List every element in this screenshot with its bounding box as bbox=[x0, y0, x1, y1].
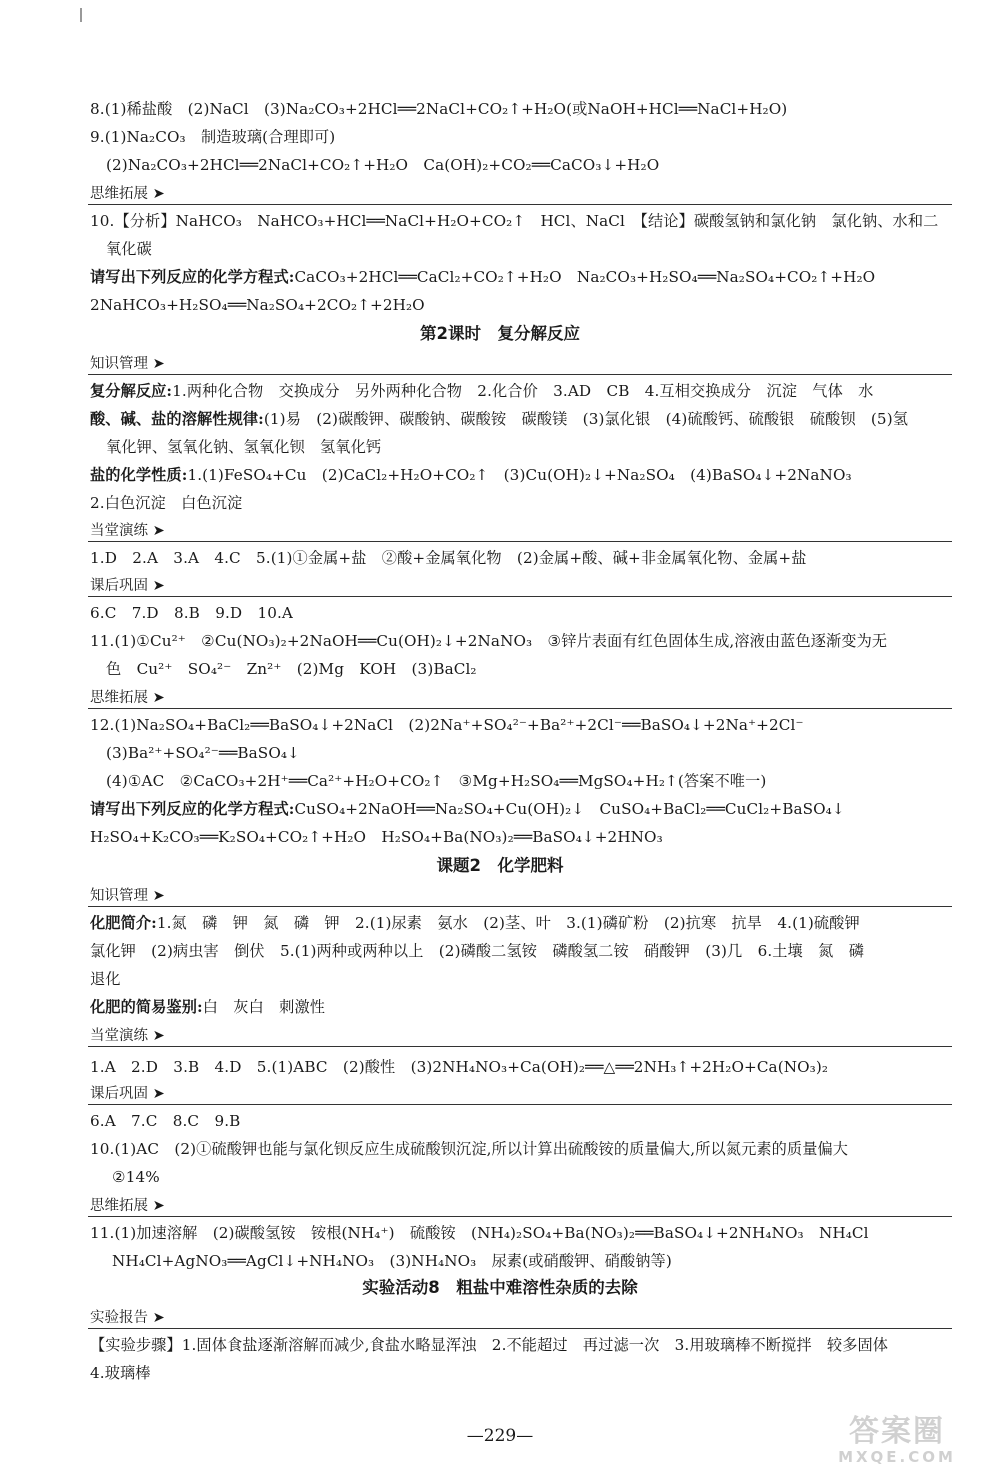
answer-line: 10.【分析】NaHCO₃ NaHCO₃+HCl══NaCl+H₂O+CO₂↑ HCl、NaCl 【结论】碳酸氢钠和氯化钠 氯化钠、水和二 bbox=[90, 212, 939, 230]
answer-line: (4)①AC ②CaCO₃+2H⁺══Ca²⁺+H₂O+CO₂↑ ③Mg+H₂SO₄══MgSO₄+H₂↑(答案不唯一) bbox=[106, 772, 767, 790]
section-label: 当堂演练 ➤ bbox=[88, 519, 952, 542]
section-label: 思维拓展 ➤ bbox=[88, 1194, 952, 1217]
watermark-url: MXQE.COM bbox=[838, 1448, 956, 1466]
watermark-title: 答案圈 bbox=[849, 1414, 945, 1449]
answer-line: 6.A 7.C 8.C 9.B bbox=[90, 1112, 241, 1130]
answer-line: 请写出下列反应的化学方程式:CaCO₃+2HCl══CaCl₂+CO₂↑+H₂O Na₂CO₃+H₂SO₄══Na₂SO₄+CO₂↑+H₂O bbox=[90, 268, 876, 286]
lesson-heading: 实验活动8 粗盐中难溶性杂质的去除 bbox=[362, 1278, 638, 1297]
answer-line: 氧化钾、氢氧化钠、氢氧化钡 氢氧化钙 bbox=[106, 438, 382, 456]
section-label: 知识管理 ➤ bbox=[88, 884, 952, 907]
answer-line: 氯化钾 (2)病虫害 倒伏 5.(1)两种或两种以上 (2)磷酸二氢铵 磷酸氢二铵 硝酸钾 (3)几 6.土壤 氮 磷 bbox=[90, 942, 864, 960]
page-number: —229— bbox=[466, 1426, 534, 1446]
answer-line: 11.(1)加速溶解 (2)碳酸氢铵 铵根(NH₄⁺) 硫酸铵 (NH₄)₂SO₄+Ba(NO₃)₂══BaSO₄↓+2NH₄NO₃ NH₄Cl bbox=[90, 1224, 869, 1242]
line-label: 复分解反应: bbox=[90, 382, 173, 400]
section-label: 思维拓展 ➤ bbox=[88, 686, 952, 709]
line-label: 化肥简介: bbox=[90, 914, 157, 932]
lesson-heading: 课题2 化学肥料 bbox=[436, 856, 564, 875]
answer-line: 4.玻璃棒 bbox=[90, 1364, 151, 1382]
line-label: 请写出下列反应的化学方程式: bbox=[90, 268, 295, 286]
answer-line: 10.(1)AC (2)①硫酸钾也能与氯化钡反应生成硫酸钡沉淀,所以计算出硫酸铵的质量偏大,所以氮元素的质量偏大 bbox=[90, 1140, 849, 1158]
answer-line: 6.C 7.D 8.B 9.D 10.A bbox=[90, 604, 293, 622]
section-label: 当堂演练 ➤ bbox=[88, 1024, 952, 1047]
answer-line: (3)Ba²⁺+SO₄²⁻══BaSO₄↓ bbox=[106, 744, 300, 762]
answer-line: 盐的化学性质:1.(1)FeSO₄+Cu (2)CaCl₂+H₂O+CO₂↑ (3)Cu(OH)₂↓+Na₂SO₄ (4)BaSO₄↓+2NaNO₃ bbox=[90, 466, 852, 484]
answer-line: 9.(1)Na₂CO₃ 制造玻璃(合理即可) bbox=[90, 128, 336, 146]
answer-line: 【实验步骤】1.固体食盐逐渐溶解而减少,食盐水略显浑浊 2.不能超过 再过滤一次 3.用玻璃棒不断搅拌 较多固体 bbox=[90, 1336, 889, 1354]
answer-line: 8.(1)稀盐酸 (2)NaCl (3)Na₂CO₃+2HCl══2NaCl+CO₂↑+H₂O(或NaOH+HCl══NaCl+H₂O) bbox=[90, 100, 788, 118]
answer-line: 退化 bbox=[90, 970, 121, 988]
answer-line: 色 Cu²⁺ SO₄²⁻ Zn²⁺ (2)Mg KOH (3)BaCl₂ bbox=[106, 660, 477, 678]
answer-line: 化肥简介:1.氮 磷 钾 氮 磷 钾 2.(1)尿素 氨水 (2)茎、叶 3.(1)磷矿粉 (2)抗寒 抗旱 4.(1)硫酸钾 bbox=[90, 914, 860, 932]
lesson-heading: 第2课时 复分解反应 bbox=[420, 324, 580, 343]
section-label: 实验报告 ➤ bbox=[88, 1306, 952, 1329]
section-label: 知识管理 ➤ bbox=[88, 352, 952, 375]
answer-line: 1.D 2.A 3.A 4.C 5.(1)①金属+盐 ②酸+金属氧化物 (2)金属+酸、碱+非金属氧化物、金属+盐 bbox=[90, 549, 807, 567]
answer-line: 2.白色沉淀 白色沉淀 bbox=[90, 494, 243, 512]
answer-line: 2NaHCO₃+H₂SO₄══Na₂SO₄+2CO₂↑+2H₂O bbox=[90, 296, 425, 314]
answer-line: H₂SO₄+K₂CO₃══K₂SO₄+CO₂↑+H₂O H₂SO₄+Ba(NO₃)₂══BaSO₄↓+2HNO₃ bbox=[90, 828, 663, 846]
answer-line: ②14% bbox=[112, 1168, 160, 1186]
line-label: 化肥的简易鉴别: bbox=[90, 998, 203, 1016]
answer-line: 酸、碱、盐的溶解性规律:(1)易 (2)碳酸钾、碳酸钠、碳酸铵 碳酸镁 (3)氯化银 (4)硫酸钙、硫酸银 硫酸钡 (5)氢 bbox=[90, 410, 909, 428]
section-label: 课后巩固 ➤ bbox=[88, 574, 952, 597]
line-label: 盐的化学性质: bbox=[90, 466, 188, 484]
line-label: 酸、碱、盐的溶解性规律: bbox=[90, 410, 264, 428]
line-label: 请写出下列反应的化学方程式: bbox=[90, 800, 295, 818]
answer-line: (2)Na₂CO₃+2HCl══2NaCl+CO₂↑+H₂O Ca(OH)₂+CO₂══CaCO₃↓+H₂O bbox=[106, 156, 660, 174]
answer-line: 12.(1)Na₂SO₄+BaCl₂══BaSO₄↓+2NaCl (2)2Na⁺+SO₄²⁻+Ba²⁺+2Cl⁻══BaSO₄↓+2Na⁺+2Cl⁻ bbox=[90, 716, 804, 734]
answer-line: NH₄Cl+AgNO₃══AgCl↓+NH₄NO₃ (3)NH₄NO₃ 尿素(或硝酸钾、硝酸钠等) bbox=[112, 1252, 672, 1270]
answer-line: 化肥的简易鉴别:白 灰白 刺激性 bbox=[90, 998, 326, 1016]
answer-line: 11.(1)①Cu²⁺ ②Cu(NO₃)₂+2NaOH══Cu(OH)₂↓+2NaNO₃ ③锌片表面有红色固体生成,溶液由蓝色逐渐变为无 bbox=[90, 632, 888, 650]
watermark-logo bbox=[822, 1416, 972, 1470]
scan-mark bbox=[80, 8, 82, 22]
answer-line: 请写出下列反应的化学方程式:CuSO₄+2NaOH══Na₂SO₄+Cu(OH)₂↓ CuSO₄+BaCl₂══CuCl₂+BaSO₄↓ bbox=[90, 800, 845, 818]
answer-line: 1.A 2.D 3.B 4.D 5.(1)ABC (2)酸性 (3)2NH₄NO₃+Ca(OH)₂══△══2NH₃↑+2H₂O+Ca(NO₃)₂ bbox=[90, 1058, 829, 1076]
section-label: 思维拓展 ➤ bbox=[88, 182, 952, 205]
answer-line: 复分解反应:1.两种化合物 交换成分 另外两种化合物 2.化合价 3.AD CB 4.互相交换成分 沉淀 气体 水 bbox=[90, 382, 874, 400]
section-label: 课后巩固 ➤ bbox=[88, 1082, 952, 1105]
answer-line: 氧化碳 bbox=[106, 240, 152, 258]
